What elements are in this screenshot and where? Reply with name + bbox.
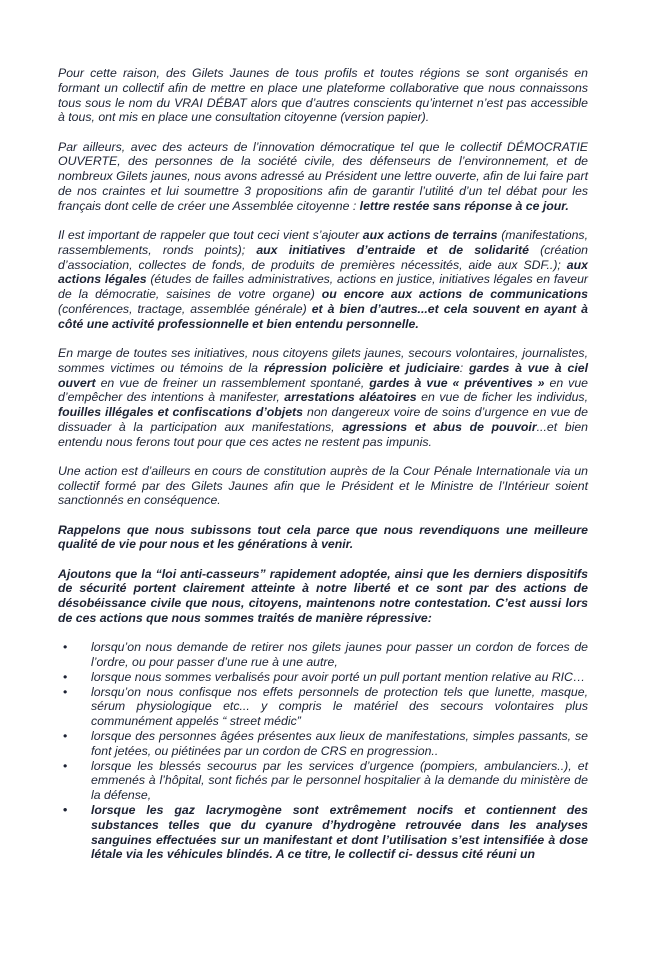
- text-run: En marge de toutes ses initiatives, nous citoyens gilets jaunes, secours volontaires, journalistes, sommes victimes ou témoins de la: [58, 345, 588, 375]
- list-item: • lorsqu’on nous confisque nos effets personnels de protection tels que lunette, masque, sérum physiologique etc... y compris le matériel des secours volontaires plus communément appelés “ street médic”: [58, 685, 588, 729]
- emphasis-run: ou encore aux actions de communications: [321, 287, 588, 302]
- emphasis-run: aux actions de terrains: [362, 227, 498, 242]
- paragraph-cour-penale: Une action est d’ailleurs en cours de constitution auprès de la Cour Pénale Internationale via un collectif formé par des Gilets Jaunes afin que le Président et le Ministre de l’Intérieur soient sanctionnés en conséquence.: [58, 463, 588, 508]
- text-run: Il est important de rappeler que tout ceci vient s’ajouter: [58, 227, 363, 242]
- list-item: • lorsque les blessés secourus par les services d’urgence (pompiers, ambulanciers..), et emmenés à l’hôpital, sont fichés par le personnel hospitalier à la demande du ministère de la défense,: [58, 759, 588, 803]
- text-run: (études de failles administratives, actions en justice, initiatives légales en faveur de la démocratie, saisines de votre organe): [58, 272, 589, 302]
- text-run: (création d’association, collectes de fonds, de produits de premières nécessités, aide aux SDF..);: [58, 242, 588, 272]
- text-run: Par ailleurs, avec des acteurs de l’innovation démocratique tel que le collectif DÉMOCRATIE OUVERTE, des personnes de la société civile, des défenseurs de l’environnement, et de nombreux Gilets jaunes, nous avons adressé au Président une lettre ouverte, afin de lui faire part de nos craintes et lui soumettre 3 propositions afin de garantir l’utilité d’un tel débat pour les français dont celle de créer une Assemblée citoyenne :: [58, 139, 588, 213]
- list-item: • lorsque nous sommes verbalisés pour avoir porté un pull portant mention relative au RIC…: [58, 670, 588, 685]
- emphasis-run: Rappelons que nous subissons tout cela parce que nous revendiquons une meilleure qualité de vie pour nous et les générations à venir.: [58, 522, 588, 552]
- emphasis-run: aux initiatives d’entraide et de solidarité: [256, 242, 529, 257]
- paragraph-vrai-debat: Pour cette raison, des Gilets Jaunes de tous profils et toutes régions se sont organisés en formant un collectif afin de mettre en place une plateforme collaborative que nous connaissons tous sous le nom du VRAI DÉBAT alors que d’autres conscients qu’internet n’est pas accessible à tous, ont mis en place une consultation citoyenne (version papier).: [58, 66, 588, 125]
- emphasis-run: lettre restée sans réponse à ce jour.: [359, 198, 569, 213]
- text-run: ...et bien entendu nous ferons tout pour que ces actes ne restent pas impunis.: [58, 419, 588, 449]
- emphasis-run: fouilles illégales et confiscations d’objets: [58, 405, 303, 420]
- text-run: en vue d’empêcher des intentions à manifester,: [58, 375, 588, 405]
- list-item: • lorsque les gaz lacrymogène sont extrêmement nocifs et contiennent des substances telles que du cyanure d’hydrogène retrouvée dans les analyses sanguines effectuées sur un manifestant et dont l’utilisation s’est intensifiée à dose létale via les véhicules blindés. A ce titre, le collectif ci- dessus cité réuni un: [58, 803, 588, 862]
- text-run: (manifestations, rassemblements, ronds points);: [58, 227, 588, 257]
- text-run: en vue de freiner un rassemblement spontané,: [95, 375, 370, 390]
- emphasis-run: gardes à vue « préventives »: [369, 375, 545, 390]
- list-item: • lorsqu’on nous demande de retirer nos gilets jaunes pour passer un cordon de forces de l’ordre, ou pour passer d’une rue à une autre,: [58, 640, 588, 670]
- text-run: (conférences, tractage, assemblée générale): [58, 301, 312, 316]
- emphasis-run: et à bien d’autres...et cela souvent en ayant à côté une activité professionnelle et bien entendu personnelle.: [58, 301, 588, 331]
- bullet-list: [58, 640, 588, 862]
- emphasis-run: Ajoutons que la “loi anti-casseurs” rapidement adoptée, ainsi que les derniers dispositifs de sécurité portent clairement atteinte à notre liberté et ce sont par des actions de désobéissance civile que nous, citoyens, maintenons notre contestation. C’est aussi lors de ces actions que nous sommes traités de manière répressive:: [58, 566, 588, 626]
- paragraph-repression: [58, 346, 588, 450]
- emphasis-run: arrestations aléatoires: [284, 390, 417, 405]
- emphasis-run: aux actions légales: [58, 257, 588, 287]
- text-run: en vue de ficher les individus,: [416, 390, 588, 405]
- paragraph-rappelons: [58, 523, 588, 553]
- emphasis-run: agressions et abus de pouvoir: [342, 419, 537, 434]
- emphasis-run: gardes à vue à ciel ouvert: [58, 360, 588, 390]
- list-item: • lorsque des personnes âgées présentes aux lieux de manifestations, simples passants, se font jetées, ou piétinées par un cordon de CRS en progression..: [58, 729, 588, 759]
- paragraph-lettre-ouverte: [58, 140, 588, 214]
- paragraph-loi-anti-casseurs: [58, 567, 588, 626]
- text-run: non dangereux voire de soins d’urgence en vue de dissuader à la participation aux manifestations,: [58, 405, 588, 434]
- emphasis-run: répression policière et judiciaire: [263, 360, 460, 375]
- document-page: [58, 66, 588, 862]
- paragraph-actions: [58, 228, 588, 332]
- text-run: :: [459, 360, 469, 375]
